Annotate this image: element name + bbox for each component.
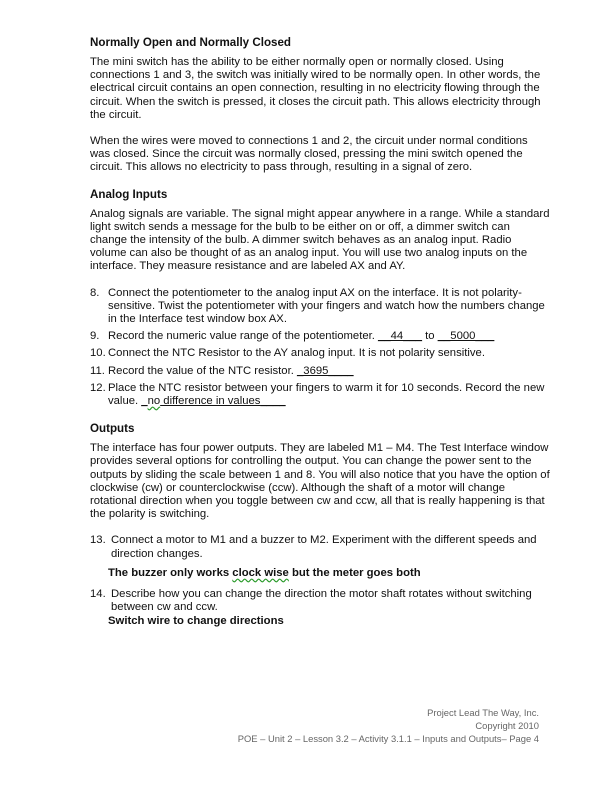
step-text: Describe how you can change the direction the motor shaft rotates without switching between cw and ccw. <box>111 588 532 614</box>
step-number: 11. <box>90 364 105 377</box>
step-text: Connect a motor to M1 and a buzzer to M2. Experiment with the different speeds and direction changes. <box>111 534 537 560</box>
answer-flagged-words: clock wise <box>232 566 289 579</box>
section-heading-normally-open: Normally Open and Normally Closed <box>90 36 292 49</box>
step-text: Connect the NTC Resistor to the AY analog input. It is not polarity sensitive. <box>108 347 485 360</box>
step-text: Connect the potentiometer to the analog input AX on the interface. It is not polarity-sensitive. Twist the potentiometer with your fingers and watch how the numbers change in the Interface test window box AX. <box>108 286 545 326</box>
step-number: 9. <box>90 330 100 343</box>
step-number: 13. <box>90 534 106 547</box>
page-content <box>90 36 550 634</box>
step-connector: to <box>422 330 438 343</box>
step-12 <box>90 382 550 408</box>
answer-13 <box>108 567 550 580</box>
step-11 <box>90 365 550 378</box>
analog-steps-list <box>90 287 550 409</box>
footer-organization: Project Lead The Way, Inc. <box>427 707 539 718</box>
answer-blank-prefix: _ <box>141 395 148 408</box>
answer-text: The buzzer only works <box>108 566 233 579</box>
answer-blank-suffix: ____ <box>260 395 286 408</box>
step-number: 10. <box>90 347 106 360</box>
step-text: Record the value of the NTC resistor. <box>108 364 297 377</box>
step-number: 14. <box>90 588 106 601</box>
answer-blank-text: difference in values <box>160 395 261 408</box>
step-text: Record the numeric value range of the potentiometer. <box>108 330 379 343</box>
section-heading-analog-inputs: Analog Inputs <box>90 187 168 201</box>
footer-page-reference: POE – Unit 2 – Lesson 3.2 – Activity 3.1.1 – Inputs and Outputs– Page 4 <box>237 733 539 744</box>
paragraph-analog-inputs: Analog signals are variable. The signal might appear anywhere in a range. While a standard light switch sends a message for the bulb to be either on or off, a dimmer switch can change the intensity of the bulb. A dimmer switch behaves as an analog input. Radio volume can also be thought of as an analog input. You will use two analog inputs on the interface. They measure resistance and are labeled AX and AY. <box>90 207 550 273</box>
step-8 <box>90 287 550 327</box>
answer-blank-max: __5000___ <box>437 330 495 343</box>
answer-text-end: but the meter goes both <box>288 566 421 579</box>
step-9 <box>90 330 550 343</box>
step-number: 8. <box>90 286 100 299</box>
step-text: Place the NTC resistor between your fingers to warm it for 10 seconds. Record the new value. <box>108 381 545 408</box>
paragraph-normally-open: The mini switch has the ability to be either normally open or normally closed. Using connections 1 and 3, the switch was initially wired to be normally open. In other words, the electrical circuit contains an open connection, resulting in no electricity flowing through the circuit. When the switch is pressed, it closes the circuit path. This allows electricity through the circuit. <box>90 56 541 121</box>
answer-blank-min: __44___ <box>378 330 423 343</box>
step-14 <box>90 588 550 614</box>
page-footer <box>179 706 539 745</box>
paragraph-outputs: The interface has four power outputs. They are labeled M1 – M4. The Test Interface window provides several options for controlling the output. You can change the power sent to the outputs by sliding the scale between 1 and 8. You will also notice that you have the option of clockwise (cw) or counterclockwise (ccw). Although the shaft of a motor will change rotational direction when you toggle between cw and ccw, all that is really happening is that the polarity is switching. <box>90 442 550 521</box>
step-number: 12. <box>90 381 106 394</box>
footer-copyright: Copyright 2010 <box>475 720 539 731</box>
step-13 <box>90 534 550 560</box>
paragraph-normally-closed: When the wires were moved to connections 1 and 2, the circuit under normal conditions was closed. Since the circuit was normally closed, pressing the mini switch opened the circuit. This allows no electricity to pass through, resulting in a signal of zero. <box>90 135 528 174</box>
answer-flagged-word: no <box>147 395 161 408</box>
step-10 <box>90 347 550 360</box>
section-heading-outputs: Outputs <box>90 422 135 436</box>
answer-14: Switch wire to change directions <box>108 614 284 627</box>
answer-blank-ntc: _3695____ <box>297 364 354 377</box>
